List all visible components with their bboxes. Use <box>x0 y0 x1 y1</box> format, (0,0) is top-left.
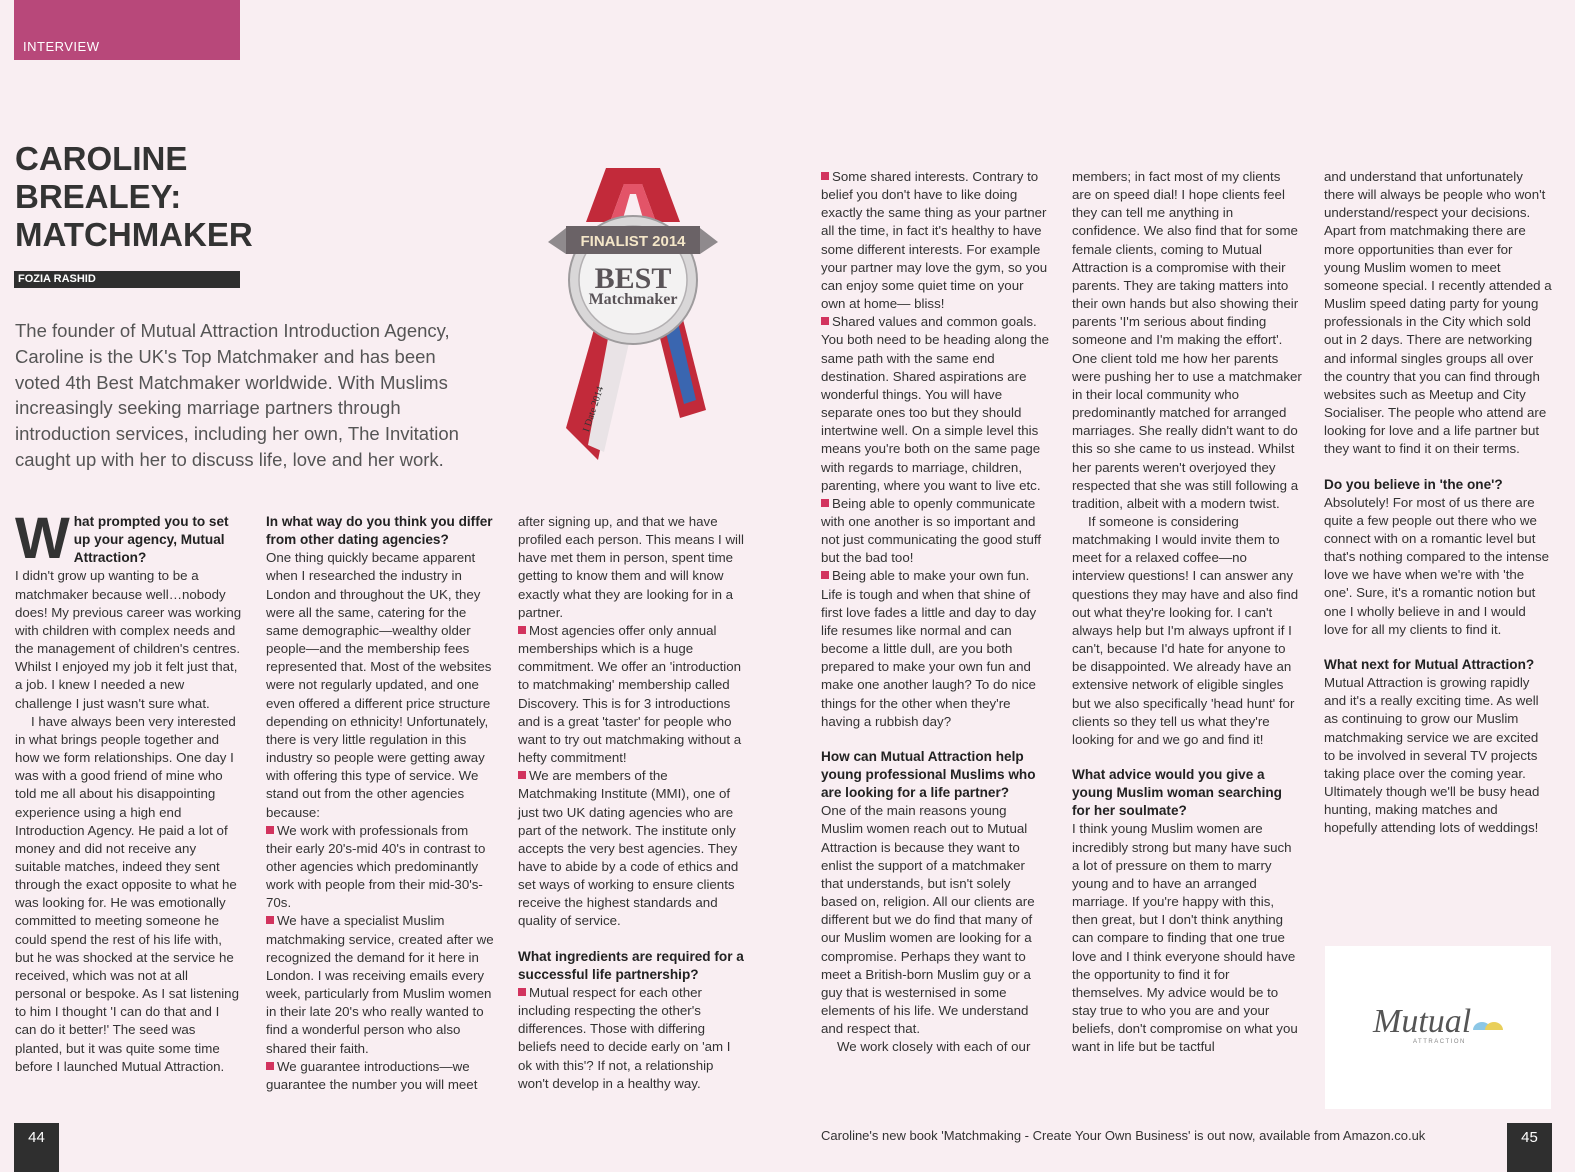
bullet-item <box>821 567 1049 730</box>
column-2 <box>266 513 494 1094</box>
paragraph: I have always been very interested in what brings people together and how we form relationships. One day I was with a good friend of mine who told me all about his disappointing experience using a high end Introduction Agency. He paid a lot of money and did not receive any suitable matches, indeed they sent through the exact opposite to what he was looking for. He was emotionally committed to meeting someone he could spend the rest of his life with, but he was shocked at the service he received, which was not at all personal or bespoke. As I sat listening to him I thought 'I can do that and I can do it better!' The seed was planted, but it was quite some time before I launched Mutual Attraction. <box>15 713 239 1074</box>
award-badge <box>538 160 728 480</box>
bullet-square <box>821 317 829 325</box>
section-tab <box>14 0 240 60</box>
footer-note: Caroline's new book 'Matchmaking - Create Your Own Business' is out now, available from Amazon.co.uk <box>821 1128 1426 1143</box>
drop-cap: W <box>15 506 70 571</box>
paragraph: and understand that unfortunately there will always be people who won't understand/respect your decisions. Apart from matchmaking there are more opportunities than ever for young Muslim women to meet someone special. I recently attended a Muslim speed dating party for young professionals in the City which sold out in 2 days. There are networking and informal singles groups all over the country that you can find through websites such as Meetup and City Socialiser. The people who attend are looking for love and a life partner but they want to find it on their terms. <box>1324 169 1552 457</box>
ribbon-loop <box>586 168 680 222</box>
bullet-text: Being able to openly communicate with one another is so important and not just communicating the good stuff but the bad too! <box>821 495 1042 566</box>
badge-line-2: Matchmaker <box>588 291 678 308</box>
mutual-attraction-logo <box>1325 946 1551 1109</box>
bullet-square <box>266 1062 274 1070</box>
bullet-item <box>266 822 494 913</box>
article-title <box>15 140 265 254</box>
paragraph: One thing quickly became apparent when I researched the industry in London and throughout the UK, they were all the same, catering for the same demographic—wealthy older people—and the membership fees represented that. Most of the websites were not regularly updated, and one even offered a different price structure depending on ethnicity! Unfortunately, there is very little regulation in this industry so people were getting away with offering this type of service. We stand out from the other agencies because: <box>266 550 492 820</box>
bullet-square <box>821 571 829 579</box>
paragraph: If someone is considering matchmaking I would invite them to meet for a relaxed coffee—no interview questions! I can answer any questions they may have and also find out what they're looking for. I can't always help but I'm always upfront if I can't, because I'd hate for anyone to be disappointed. We already have an extensive network of eligible singles but we also specifically 'head hunt' for clients so they tell us what they're looking for and we go and find it! <box>1072 513 1299 747</box>
paragraph: One of the main reasons young Muslim women reach out to Mutual Attraction is because they want to enlist the support of a matchmaker that understands, but isn't solely based on, religion. All our clients are different but we do find that many of our Muslim women are looking for a compromise. Perhaps they want to meet a British-born Muslim guy or a guy that is westernised in some elements of his life. We understand and respect that. <box>821 803 1035 1037</box>
bullet-item <box>266 912 494 1057</box>
bullet-item <box>266 1058 494 1094</box>
paragraph: after signing up, and that we have profiled each person. This means I will have met them in person, spent time getting to know them and will know exactly what they are looking for in a partner. <box>518 514 744 620</box>
bullet-text: We are members of the Matchmaking Institute (MMI), one of just two UK dating agencies who are part of the network. The institute only accepts the very best agencies. They have to abide by a code of ethics and set ways of working to ensure clients receive the highest standards and quality of service. <box>518 768 739 929</box>
bullet-square <box>518 988 526 996</box>
paragraph: Absolutely! For most of us there are quite a few people out there who we connect with on a romantic level but that's nothing compared to the intense love we have when we're with 'the one'. Sure, it's a romantic notion but one I wholly believe in and I would love for all my clients to find it. <box>1324 494 1550 637</box>
bullet-text: Being able to make your own fun. Life is tough and when that shine of first love fades a little and day to day life resumes like normal and can become a little dull, are you both prepared to make your own fun and make one another laugh? To do nice things for the other when they're having a rubbish day? <box>821 568 1037 729</box>
column-5 <box>1072 168 1302 1057</box>
bullet-square <box>266 826 274 834</box>
bullet-text: Mutual respect for each other including respecting the other's differences. Those with differing beliefs need to decide early on 'am I ok with this'? If not, a relationship won't develop in a healthy way. <box>518 984 731 1091</box>
bullet-square <box>821 499 829 507</box>
intro-paragraph: The founder of Mutual Attraction Introduction Agency, Caroline is the UK's Top Matchmaker and has been voted 4th Best Matchmaker worldwide. With Muslims increasingly seeking marriage partners through introduction services, including her own, The Invitation caught up with her to discuss life, love and her work. <box>15 320 459 470</box>
question-heading: What advice would you give a young Muslim woman searching for her soulmate? <box>1072 767 1282 819</box>
page-number-left: 44 <box>14 1123 59 1172</box>
column-1 <box>15 506 242 1076</box>
page-number-right: 45 <box>1507 1123 1552 1172</box>
question-heading: How can Mutual Attraction help young professional Muslims who are looking for a life partner? <box>821 748 1036 801</box>
question-heading: What ingredients are required for a successful life partnership? <box>518 948 744 982</box>
column-3 <box>518 513 746 1093</box>
paragraph: members; in fact most of my clients are on speed dial! I hope clients feel they can tell me anything in confidence. We also find that for some female clients, coming to Mutual Attraction is a compromise with their parents. They are taking matters into their own hands but also showing their parents 'I'm serious about finding someone and I'm making the effort'. One client told me how her parents were pushing her to use a matchmaker in their local community who predominantly matched for arranged marriages. She really didn't want to do this so she came to us instead. Whilst her parents weren't overjoyed they respected that she was still following a tradition, albeit with a modern twist. <box>1072 169 1302 511</box>
bullet-text: Shared values and common goals. You both need to be heading along the same path with the same end destination. Shared aspirations are wonderful things. You will have separate ones too but they should intertwine well. On a simple level this means you're both on the same page with regards to marriage, children, parenting, where you want to live etc. <box>821 314 1049 493</box>
logo-bird-yellow-icon <box>1485 1022 1503 1030</box>
bullet-square <box>518 626 526 634</box>
question-heading: hat prompted you to set up your agency, Mutual Attraction? <box>73 514 229 566</box>
bullet-square <box>821 172 829 180</box>
badge-line-1: BEST <box>594 262 672 295</box>
bullet-text: We work with professionals from their early 20's-mid 40's in contrast to other agencies which predominantly work with people from their mid-30's-70s. <box>266 822 486 911</box>
bullet-item <box>821 495 1049 568</box>
badge-tail-text: I Date 2014 <box>581 385 607 434</box>
title-line-1: CAROLINE <box>15 140 188 177</box>
column-4 <box>821 168 1049 1057</box>
bullet-text: We have a specialist Muslim matchmaking service, created after we recognized the demand for it here in London. I was receiving emails every week, particularly from Muslim women in their late 20's who really wanted to find a wonderful person who also shared their faith. <box>266 913 494 1056</box>
question-heading: What next for Mutual Attraction? <box>1324 656 1535 672</box>
section-label: INTERVIEW <box>23 39 100 54</box>
paragraph: I think young Muslim women are incredibly strong but many have such a lot of pressure on them to marry young and to have an arranged marriage. If you're happy with this, then great, but I don't think anything can compare to finding that one true love and I think everyone should have the opportunity to find it for themselves. My advice would be to stay true to who you are and your beliefs, don't compromise on what you want in life but be tactful <box>1072 821 1298 1055</box>
bullet-square <box>518 771 526 779</box>
bullet-text: We guarantee introductions—we guarantee the number you will meet <box>266 1058 478 1092</box>
paragraph: Mutual Attraction is growing rapidly and it's a really exciting time. As well as continuing to grow our Muslim matchmaking service we are excited to be involved in several TV projects taking place over the coming year. Ultimately though we'll be busy head hunting, making matches and hopefully attending lots of weddings! <box>1324 675 1540 836</box>
bullet-square <box>266 916 274 924</box>
bullet-text: Most agencies offer only annual memberships which is a huge commitment. We offer an 'introduction to matchmaking' membership called Discovery. This is for 3 introductions and is a great 'taster' for people who want to try out matchmaking without a hefty commitment! <box>518 622 742 766</box>
title-line-3: MATCHMAKER <box>15 216 253 253</box>
bullet-item <box>518 767 746 930</box>
logo-subtext: ATTRACTION <box>1413 1039 1466 1045</box>
column-6 <box>1324 168 1552 837</box>
bullet-text: Some shared interests. Contrary to belief you don't have to like doing exactly the same thing as your partner all the time, in fact it's healthy to have some different interests. For example your partner may love the gym, so you can enjoy some quiet time on your own at home— bliss! <box>821 169 1048 312</box>
bullet-item <box>821 313 1049 495</box>
logo-text: Mutual <box>1373 1003 1472 1040</box>
bullet-item <box>821 168 1049 313</box>
badge-ribbon-text: FINALIST 2014 <box>580 233 686 250</box>
title-line-2: BREALEY: <box>15 178 182 215</box>
mutual-attraction-logo-box <box>1325 946 1551 1109</box>
question-heading: Do you believe in 'the one'? <box>1324 476 1503 492</box>
bullet-item <box>518 622 746 767</box>
byline: FOZIA RASHID <box>14 271 240 288</box>
paragraph: We work closely with each of our <box>837 1039 1031 1055</box>
bullet-item <box>518 984 746 1093</box>
question-heading: In what way do you think you differ from other dating agencies? <box>266 514 493 548</box>
paragraph: I didn't grow up wanting to be a matchmaker because well…nobody does! My previous career was working with children with complex needs and the management of children's centres. Whilst I enjoyed my job it felt just that, a job. I knew I needed a new challenge I just wasn't sure what. <box>15 568 242 711</box>
